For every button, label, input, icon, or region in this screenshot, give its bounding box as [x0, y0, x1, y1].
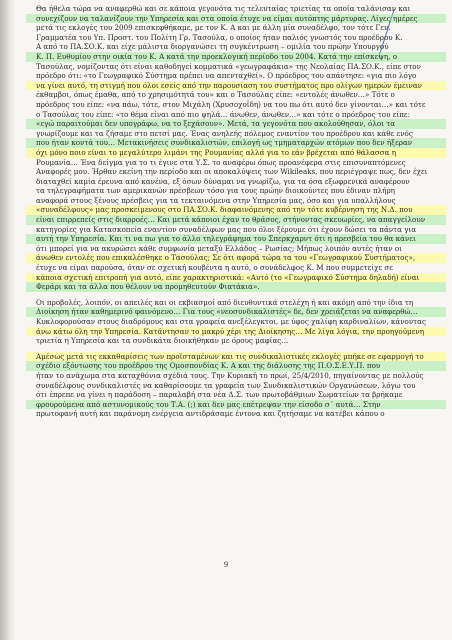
text-line: Ρουμανία… Ένα δείγμα για το τι έγινε στα Υ.Σ. το αναφέρω όπως προανέφερα στις επισυναπτόμενες	[36, 157, 406, 167]
text-line: έκθαμβοι, όπως έμαθα, από το χρησιμότητά του» και ο Τασούλας είπε: «εντολές άνωθεν…» Τότε ο	[36, 90, 395, 100]
text-line: είναι επιρρεπείς στις διαρροές… Και μετά κάποιοι έχαν το θράσος, στήνοντας σκευωρίες, να απαγγείλουν	[26, 215, 446, 225]
text-line: όχι μόνο ποιο είναι το μεγαλύτερο λιμάνι της Ρουμανίας αλλά για το εάν βρέχεται από θάλασσα η	[26, 148, 446, 158]
text-line: ότι μπορεί για να ακυρώσει κάθε συμφωνία μεταξύ Ελλάδος – Ρωσίας; Μήπως λοιπόν αυτές ήταν οι	[36, 243, 402, 253]
text-line: άνω κάτω όλη την Υπηρεσία. Κατάντησαν το μακρύ χέρι της Διοίκησης… Με λίγα λόγια, την προηγούμενη	[26, 327, 446, 337]
text-line: ότι έπρεπε να γίνει η παράδοση – παραλαβή στα νέα Δ.Σ. των πρωτοβάθμιων Σωματείων τα βρήκαμε	[36, 390, 403, 400]
text-line: «εγώ παραιτούμαι δεν υπογράφω, να το ξεχάσουν». Μετά, τα γεγονότα που ακολούθησαν, όλοι τα	[26, 119, 446, 129]
text-line: φρουρούμενα από αστυνομικούς του Τ.Α. (;) και δεν μας επέτρεψαν την είσοδο σ΄ αυτά… Στην	[26, 400, 446, 410]
text-line: συνεχίζουν να ταλανίζουν την Υπηρεσία και στα οποία έτυχε να είμαι αυτόπτης μάρτυρας. Λίγες ημέρες	[26, 14, 446, 24]
text-line: που ήταν κοντά του… Μετακινήσεις συνδικαλιστών, επιλογή ως τμηματαρχών ατόμων που δεν ήξεραν	[26, 138, 446, 148]
text-line: σχέδιο εξόντωσης του προέδρου της Ομοσπονδίας Κ. Α και της διάλυσης της Π.Ο.Σ.Ε.Υ.Π. που	[26, 361, 446, 371]
text-line: «συναδέλφους» μας προσκείμενους στο ΠΑ.ΣΟ.Κ. διαφαινόμενης από την τότε κυβέρνηση της Ν.Δ. που	[26, 205, 446, 215]
text-line: Α από το ΠΑ.ΣΟ.Κ. και είχε μάλιστα διοργανώσει τη συγκέντρωση – ομιλία του πρώην Υπουργού	[36, 42, 389, 52]
text-line: ήταν το ανάχωμα στα καταχθόνια σχέδιά τους. Την Κυριακή το πρωί, 25/4/2010, πηγαίνοντας με πολλούς	[36, 370, 424, 380]
text-line: πρόεδρο ότι: «το Γεωγραφικό Σύστημα πρέπει να απενταχθεί». Ο πρόεδρος του απάντησε: «για πιο λόγο	[36, 71, 417, 81]
text-line: Αμέσως μετά τις εκκαθαρίσεις των προϊσταμένων και τις συνδικαλιστικές εκλογές μπήκε σε εφαρμογή το	[26, 352, 446, 362]
text-line: Αναφορές μου. Ήρθαν εκείνη την περίοδο και οι αποκαλύψεις των Wikileaks, που περιέγραψε πως, δεν έχει	[36, 167, 428, 177]
paragraph-3	[26, 352, 446, 419]
text-line: Φεράρι και τα άλλα που θέλουν να προμηθευτούν Φιατάκια».	[26, 282, 446, 292]
paragraph-1	[26, 4, 446, 292]
text-line: Γραμματέα του Υπ. Προστ. του Πολίτη Γρ. Τασούλα, ο οποίος ήταν παλιός γνωστός του προέδρου Κ.	[36, 32, 403, 42]
text-line: Τασούλας, νομίζοντας ότι είναι καθοδηγεί κομματικά «γεωγραφάκια» της Νεολαίας ΠΑ.ΣΟ.Κ., είπε στον	[36, 61, 421, 71]
text-line: αυτή την Υπηρεσία. Και τι να πω για το άλλο τηλεγράφημα του Σπερκχαρντ ότι η πρεσβεία του θα κάνει	[26, 234, 446, 244]
text-line: κατηγορίες για Κατασκοπεία εναντίον συναδέλφων μας που όλοι ξέρουμε ότι έχουν δώσει τα πάντα για	[36, 224, 417, 234]
text-line: Οι προβολές, λοιπόν, οι απειλές και οι εκβιασμοί από διευθυντικά στελέχη ή και ακόμη από την ίδια τη	[36, 297, 414, 307]
text-line: Διοίκηση ήταν καθημερινό φαινόμενο… Για τους «νεοσυνδικαλιστές» δε, δεν χρειάζεται να αναφερθώ…	[26, 307, 446, 317]
text-line: άνωθεν εντολές που επικαλέσθηκε ο Τασούλας; Σε ότι αφορά τώρα τα του «Γεωγραφικού Συστήματος»,	[26, 253, 446, 263]
text-line: Κυκλοφορούσαν στους διαδρόμους και στα γραφεία ανεξέλεγκτοι, με ύφος χαλίφη καρδιναλίων, κάνοντας	[36, 317, 426, 326]
text-line: Θα ήθελα τώρα να αναφερθώ και σε κάποια γεγονότα τις τελευταίας τριετίας τα οποία ταλάνισαν και	[36, 4, 411, 13]
text-line: διαταχθεί καμία έρευνα από κανένα, εξ όσων δύναμαι να γνωρίζω, για τα όσα εξωφρενικά αναφέρουν	[36, 176, 410, 186]
text-line: αναφορά στους ξένους πρέσβεις για τα τεκταινόμενα στην Υπηρεσία μας, όσο και για υπαλλήλους	[36, 195, 396, 205]
body-text	[26, 4, 446, 425]
text-line: τριετία η Υπηρεσία και τα συνδικάτα διοικήθηκαν με όρους μαφίας…	[36, 336, 289, 346]
text-line: πρόεδρος του είπε: «να πάω, τότε, στον Μιχάλη (Χρυσοχοΐδη) να του πω ότι αυτό δεν γίνονται…» και τότε	[36, 99, 426, 109]
text-line: έτυχε να είμαι παρούσα, όταν σε σχετική κουβέντα η αυτό, ο συνάδελφος Κ. Μ που συμμετείχε σε	[36, 263, 393, 273]
text-line: τα τηλεγραφήματα των αμερικανών πρέσβεων τόσο για τους πρώην διοικούντες που έδιναν πλήρη	[36, 186, 395, 196]
text-line: ο Τασούλας του είπε: «το θέμα είναι από πιο ψηλά… άνωθεν, άνωθεν…» και τότε ο πρόεδρος του είπε:	[36, 109, 411, 119]
page-number: 9	[223, 561, 229, 569]
text-line: συναδέλφους συνδικαλιστές να καθαρίσουμε τα γραφεία των Συνδικαλιστικών Οργανώσεων, λόγω του	[36, 380, 416, 390]
text-line: κάποια σχετική επιτροπή για αυτό, είπε χαρακτηριστικά: «Αυτό (το «Γεωγραφικό Σύστημα δηλαδή) είναι	[26, 273, 446, 283]
text-line: γνωρίζουμε και τα ζήσαμε στο πετσί μας. Ένας ανηλεής πόλεμος εναντίον του προέδρου και κάθε ενός	[36, 128, 413, 138]
paragraph-2	[26, 298, 446, 346]
text-line: να γίνει αυτό, τη στιγμή που όλοι εσείς από την παρουσίαση του συστήματος προ ολίγων ημερών έμειναν	[26, 81, 446, 91]
text-line: πρωτοφανή αυτή και παράνομη ενέργεια αντιδράσαμε έντονα και ζητήσαμε να κατέβει κάπου ο	[36, 409, 385, 419]
text-line: Κ. Π. Ευθυμίου στην οικία του Κ. Α κατά την προεκλογική περίοδο του 2004. Κατά την επίσκεψη, ο	[26, 52, 446, 62]
text-line: μετά τις εκλογές του 2009 επισκεφθήκαμε, με τον Κ. Α και με άλλη μία συναδέλφο, τον τότε Γεν.	[36, 23, 391, 33]
